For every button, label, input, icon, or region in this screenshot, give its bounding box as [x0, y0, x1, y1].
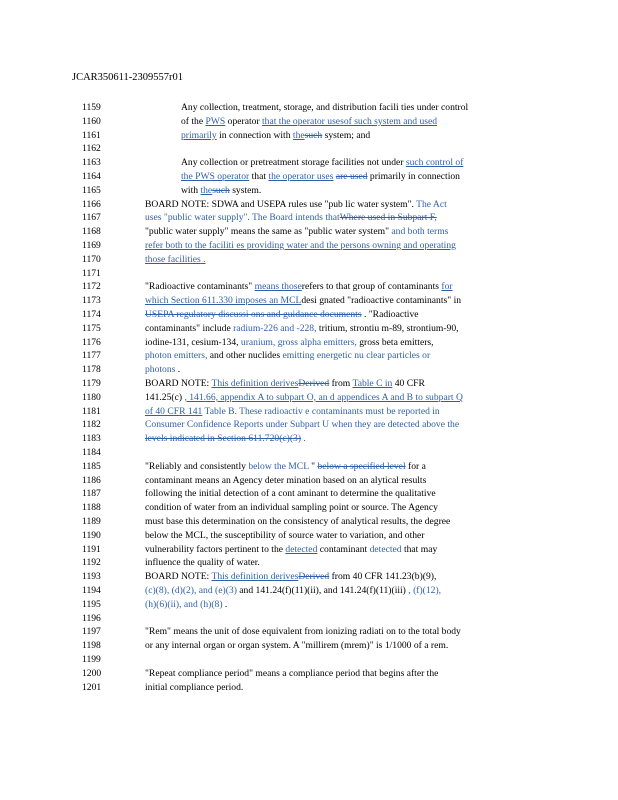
text-line: [145, 308, 419, 322]
inserted-text: and both terms: [391, 226, 449, 238]
text-line: [145, 211, 437, 225]
line-number: 1169: [82, 240, 101, 251]
text-line: [145, 322, 459, 336]
inserted-text: radium-226 and -228,: [233, 322, 317, 334]
text-run: of the: [181, 115, 206, 127]
inserted-text: This definition derives: [211, 378, 299, 389]
text-line: [145, 294, 461, 308]
line-number: 1162: [82, 143, 101, 155]
text-line: [145, 418, 459, 432]
text-line: [181, 156, 463, 170]
line-number: 1176: [82, 336, 101, 348]
text-run: .: [175, 364, 181, 376]
text-run: from: [329, 378, 353, 389]
line-number: 1179: [82, 378, 101, 389]
text-line: [145, 543, 437, 557]
deleted-text: below a specified level: [317, 460, 406, 472]
text-line: [145, 349, 430, 363]
text-line: [145, 667, 438, 681]
inserted-text: of 40 CFR 141: [145, 405, 203, 417]
text-run: and 141.24(f)(11)(ii), and 141.24(f)(11)(iii): [236, 585, 409, 596]
line-number: 1184: [82, 447, 101, 458]
inserted-text: Table C in: [352, 378, 393, 389]
text-run: "public water supply" means the same as "public water system": [145, 226, 392, 238]
text-run: in connection with: [216, 129, 293, 141]
deleted-text: levels indicated in Section 611.720(c)(3): [145, 433, 302, 445]
line-number: 1201: [82, 681, 102, 693]
text-line: [145, 639, 448, 653]
text-line: [145, 515, 450, 529]
inserted-text: of such system and used: [343, 115, 438, 127]
text-line: [145, 570, 436, 584]
text-run: for a: [405, 460, 426, 472]
text-line: [181, 129, 370, 143]
line-number: 1175: [82, 322, 101, 334]
line-number: 1199: [82, 654, 101, 665]
inserted-text: that the operator uses: [262, 115, 344, 127]
inserted-text: emitting energetic nu clear particles or: [282, 350, 431, 362]
inserted-text: The Act: [416, 198, 447, 210]
text-line: [145, 391, 463, 405]
line-number: 1168: [82, 226, 101, 238]
text-line: [145, 529, 424, 543]
text-line: [145, 405, 440, 419]
inserted-text: (c)(8), (d)(2), and (e)(3): [145, 585, 237, 596]
deleted-text: are used: [335, 171, 368, 182]
text-run: desi gnated "radioactive contaminants" in: [301, 295, 462, 307]
text-line: [145, 363, 180, 377]
inserted-text: means those: [254, 281, 302, 293]
text-run: that: [249, 171, 269, 182]
text-run: "Reliably and consistently: [145, 460, 249, 472]
text-run: system; and: [322, 129, 371, 141]
text-run: "Radioactive contaminants": [145, 281, 255, 293]
text-run: ": [308, 460, 318, 472]
line-number: 1181: [82, 405, 101, 417]
deleted-text: Where used in Subpart F,: [339, 212, 437, 224]
inserted-text: the: [292, 129, 305, 141]
text-run: contaminant means an Agency deter mination based on an alytical results: [145, 474, 427, 486]
text-run: that may: [401, 543, 438, 555]
line-number: 1167: [82, 212, 101, 224]
text-run: primarily in connection: [367, 171, 460, 182]
text-line: [145, 556, 260, 570]
text-run: BOARD NOTE: SDWA and USEPA rules use "pub lic water system".: [145, 198, 417, 210]
text-run: .: [222, 598, 228, 610]
inserted-text: .: [200, 253, 206, 265]
line-number: 1170: [82, 253, 101, 265]
text-run: with: [181, 184, 201, 196]
line-number: 1191: [82, 543, 101, 555]
line-number: 1180: [82, 391, 101, 403]
text-run: or any internal organ or organ system. A "millirem (mrem)" is 1/1000 of a rem.: [145, 640, 449, 652]
text-line: [145, 239, 456, 253]
line-number: 1171: [82, 267, 101, 279]
inserted-text: , 141.66, appendix A to subpart O, an d appendices A and B to subpart Q: [184, 391, 463, 403]
text-run: must base this determination on the consistency of analytical results, the degree: [145, 516, 451, 527]
line-number: 1165: [82, 184, 101, 196]
text-line: [145, 225, 448, 239]
text-run: gross beta emitters,: [356, 336, 434, 348]
inserted-text: photon emitters,: [145, 350, 208, 362]
line-number: 1186: [82, 474, 101, 486]
line-number: 1197: [82, 626, 101, 638]
text-run: 40 CFR: [392, 378, 425, 389]
text-line: [145, 598, 227, 612]
inserted-text: refer both to the faciliti es providing water and the persons owning and operating: [145, 240, 456, 251]
text-line: [145, 280, 453, 294]
line-number: 1198: [82, 640, 101, 652]
deleted-text: such: [212, 184, 230, 196]
inserted-text: the operator uses: [268, 171, 334, 182]
line-number: 1172: [82, 281, 101, 293]
text-line: [145, 501, 438, 515]
inserted-text: which Section 611.330 imposes an MCL: [145, 295, 302, 307]
line-number: 1161: [82, 129, 101, 141]
text-line: [145, 460, 426, 474]
line-number: 1163: [82, 157, 101, 169]
inserted-text: Table B. These radioactiv e contaminants must be reported in: [202, 405, 440, 417]
line-number: 1185: [82, 460, 101, 472]
line-number: 1182: [82, 419, 101, 431]
text-line: [145, 253, 205, 267]
text-run: operator: [225, 115, 263, 127]
text-line: [145, 584, 441, 598]
deleted-text: such: [304, 129, 323, 141]
text-run: contaminants" include: [145, 322, 234, 334]
text-line: [145, 336, 434, 350]
text-run: contaminant: [317, 543, 370, 555]
text-line: [181, 115, 437, 129]
deleted-text: Derived: [298, 571, 330, 583]
text-run: Any collection or pretreatment storage facilities not under: [181, 157, 406, 169]
line-number: 1164: [82, 171, 101, 182]
text-run: initial compliance period.: [145, 681, 244, 693]
inserted-text: for: [441, 281, 453, 293]
line-number: 1183: [82, 433, 101, 445]
text-run: from 40 CFR 141.23(b)(9),: [329, 571, 437, 583]
text-line: [145, 377, 425, 391]
text-line: [181, 184, 261, 198]
text-run: and other nuclides: [207, 350, 283, 362]
text-line: [145, 432, 306, 446]
line-number: 1192: [82, 557, 101, 569]
line-number: 1194: [82, 585, 101, 596]
inserted-text: of: [453, 157, 464, 169]
line-number: 1200: [82, 667, 102, 679]
text-line: [145, 625, 461, 639]
document-id-header: JCAR350611-2309557r01: [72, 72, 184, 83]
text-run: refers to that group of contaminants: [301, 281, 442, 293]
inserted-text: detected: [285, 543, 318, 555]
line-number: 1173: [82, 295, 101, 307]
deleted-text: Derived: [298, 378, 330, 389]
text-line: [145, 681, 243, 695]
text-run: condition of water from an individual sampling point or source. The Agency: [145, 502, 438, 514]
inserted-text: (h)(6)(ii), and (h)(8): [145, 598, 223, 610]
line-number: 1190: [82, 529, 101, 541]
inserted-text: .: [301, 433, 306, 445]
inserted-text: the PWS operator: [181, 171, 250, 182]
line-number: 1166: [82, 198, 101, 210]
inserted-text: detected: [369, 543, 402, 555]
text-run: Any collection, treatment, storage, and distribution facili ties under control: [181, 102, 469, 113]
text-run: below the MCL, the susceptibility of source water to variation, and other: [145, 529, 425, 541]
line-number: 1193: [82, 571, 101, 583]
text-run: . "Radioactive: [361, 309, 419, 320]
line-number: 1160: [82, 115, 101, 127]
text-run: BOARD NOTE:: [145, 378, 212, 389]
inserted-text: , (f)(12),: [408, 585, 442, 596]
text-run: "Repeat compliance period" means a compliance period that begins after the: [145, 667, 439, 679]
text-line: [145, 487, 436, 501]
inserted-text: uses "public water supply". The Board intends that: [145, 212, 340, 224]
inserted-text: primarily: [181, 129, 217, 141]
line-number: 1187: [82, 488, 101, 500]
inserted-text: those facilities: [145, 253, 201, 265]
text-line: [181, 170, 460, 184]
text-run: tritium, strontiu m-89, strontium-90,: [316, 322, 459, 334]
text-run: system.: [229, 184, 262, 196]
inserted-text: photons: [145, 364, 176, 376]
text-run: iodine-131, cesium-134,: [145, 336, 241, 348]
line-number: 1178: [82, 364, 101, 376]
line-number: 1189: [82, 516, 101, 527]
text-run: following the initial detection of a cont aminant to determine the qualitative: [145, 488, 436, 500]
line-number: 1174: [82, 309, 101, 320]
inserted-text: uranium, gross alpha emitters,: [240, 336, 357, 348]
inserted-text: the: [200, 184, 213, 196]
text-line: [145, 198, 447, 212]
inserted-text: PWS: [205, 115, 226, 127]
inserted-text: This definition derives: [211, 571, 299, 583]
inserted-text: below the MCL: [248, 460, 309, 472]
deleted-text: USEPA regulatory discussi ons and guidance documents: [145, 309, 362, 320]
text-run: BOARD NOTE:: [145, 571, 212, 583]
line-number: 1177: [82, 350, 101, 362]
text-run: vulnerability factors pertinent to the: [145, 543, 286, 555]
text-run: "Rem" means the unit of dose equivalent from ionizing radiati on to the total body: [145, 626, 461, 638]
text-run: 141.25(c): [145, 391, 185, 403]
line-number: 1196: [82, 612, 101, 624]
line-number: 1188: [82, 502, 101, 514]
inserted-text: Consumer Confidence Reports under Subpart U when they are detected above the: [145, 419, 460, 431]
inserted-text: such control: [405, 157, 454, 169]
line-number: 1195: [82, 598, 101, 610]
text-line: [181, 101, 468, 115]
text-line: [145, 474, 426, 488]
text-run: influence the quality of water.: [145, 557, 260, 569]
line-number: 1159: [82, 102, 101, 113]
